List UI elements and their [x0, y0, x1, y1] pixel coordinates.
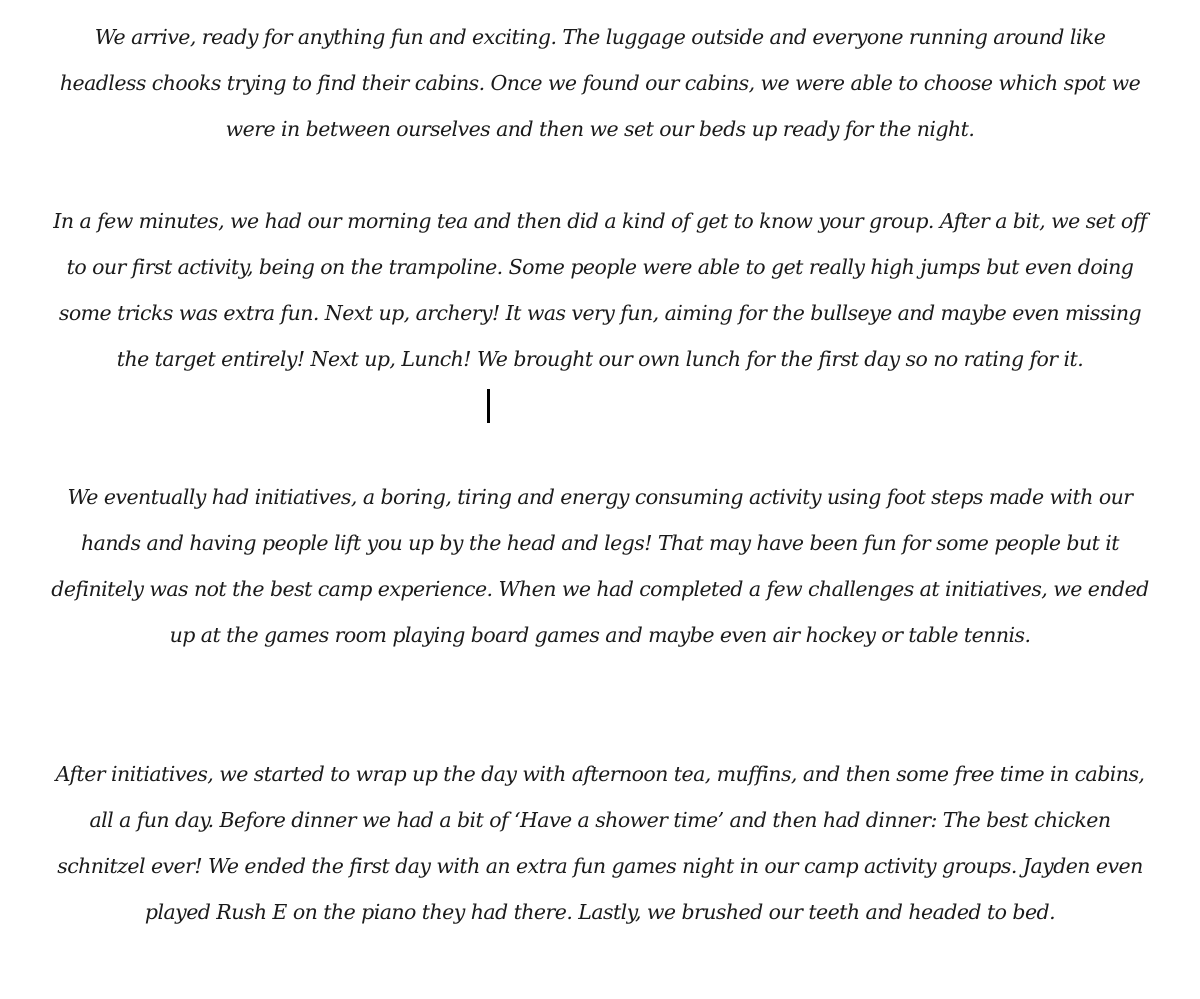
paragraph-morning-activities[interactable]: In a few minutes, we had our morning tea and then did a kind of get to know your group. After a bit, we set off to our first activity, being on the trampoline. Some people were able to get really high jumps but even doing some tricks was extra fun. Next up, archery! It was very fun, aiming for the bullseye and maybe even missing the target entirely! Next up, Lunch! We brought our own lunch for the first day so no rating for it. [53, 209, 1147, 371]
paragraph-initiatives[interactable]: We eventually had initiatives, a boring, tiring and energy consuming activity using foot steps made with our hands and having people lift you up by the head and legs! That may have been fun for some people but it definitely was not the best camp experience. When we had completed a few challenges at initiatives, we ended up at the games room playing board games and maybe even air hockey or table tennis. [51, 485, 1149, 647]
paragraph-arrival[interactable]: We arrive, ready for anything fun and exciting. The luggage outside and everyone running around like headless chooks trying to find their cabins. Once we found our cabins, we were able to choose which spot we were in between ourselves and then we set our beds up ready for the night. [59, 25, 1141, 141]
text-cursor [487, 389, 490, 423]
paragraph-evening[interactable]: After initiatives, we started to wrap up the day with afternoon tea, muffins, and then some free time in cabins, all a fun day. Before dinner we had a bit of ‘Have a shower time’ and then had dinner: The best chicken schnitzel ever! We ended the first day with an extra fun games night in our camp activity groups. Jayden even played Rush E on the piano they had there. Lastly, we brushed our teeth and headed to bed. [55, 762, 1145, 924]
